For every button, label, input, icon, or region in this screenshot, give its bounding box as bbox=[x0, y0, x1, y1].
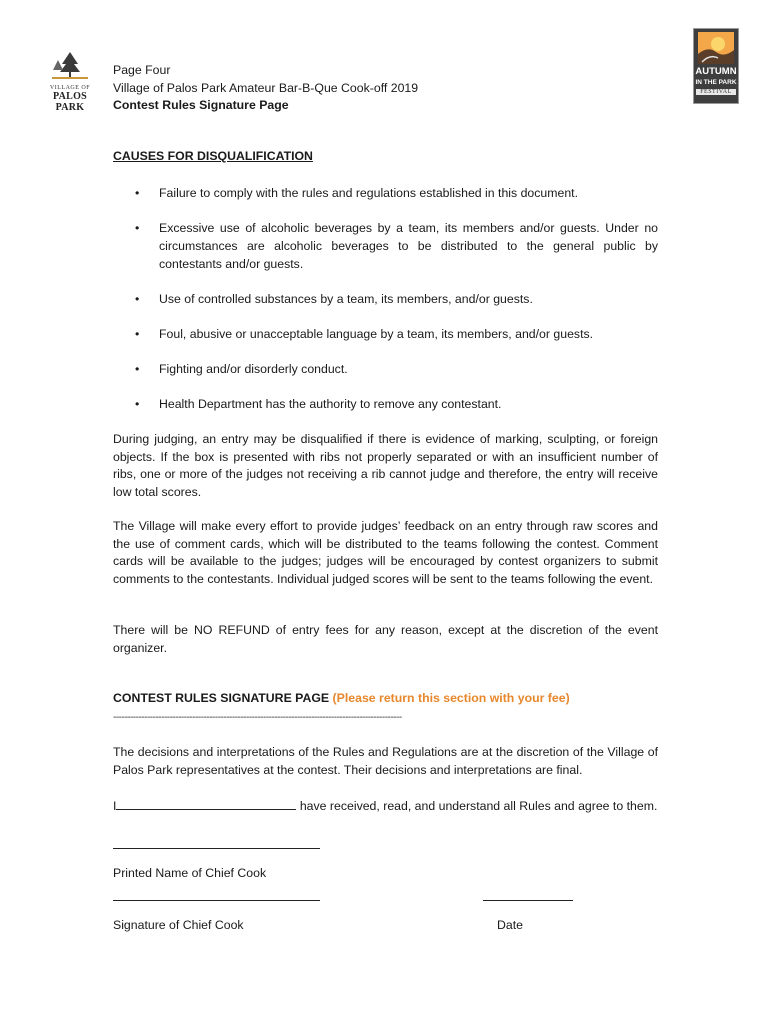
acknowledgement-line bbox=[113, 797, 673, 813]
festival-subtitle: IN THE PARK bbox=[695, 79, 737, 86]
date-field[interactable] bbox=[483, 900, 573, 901]
acknowledge-prefix: I bbox=[113, 799, 117, 813]
cut-line-separator: ------------------------------------------------------------------------------------------------------ bbox=[113, 712, 402, 723]
tree-icon bbox=[50, 50, 90, 80]
list-item: • Failure to comply with the rules and regulations established in this document. bbox=[135, 186, 579, 200]
refund-paragraph: There will be NO REFUND of entry fees for any reason, except at the discretion of the event organizer. bbox=[113, 623, 658, 655]
sunset-icon bbox=[698, 32, 734, 64]
festival-title: AUTUMN bbox=[695, 66, 737, 77]
list-item: • Excessive use of alcoholic beverages by a team, its members and/or guests. Under no circumstances are alcoholic beverages to be distributed to the general public by contestants and/or guests. bbox=[135, 221, 658, 271]
decisions-paragraph: The decisions and interpretations of the Rules and Regulations are at the discretion of the Village of Palos Park representatives at the contest. Their decisions and interpretations are final. bbox=[113, 745, 658, 777]
signature-label: Signature of Chief Cook bbox=[113, 918, 244, 932]
signature-heading-text: CONTEST RULES SIGNATURE PAGE bbox=[113, 691, 330, 705]
acknowledge-suffix: have received, read, and understand all Rules and agree to them. bbox=[296, 799, 658, 813]
disqualification-heading: CAUSES FOR DISQUALIFICATION bbox=[113, 149, 313, 163]
list-item: • Health Department has the authority to remove any contestant. bbox=[135, 397, 502, 411]
disqualification-list bbox=[113, 184, 658, 430]
event-title: Village of Palos Park Amateur Bar-B-Que Cook-off 2019 bbox=[113, 80, 419, 95]
return-note: (Please return this section with your fee) bbox=[332, 691, 570, 705]
village-logo bbox=[40, 50, 100, 113]
list-item: • Fighting and/or disorderly conduct. bbox=[135, 362, 348, 376]
name-blank-field[interactable] bbox=[116, 797, 296, 810]
logo-text-top: VILLAGE OF bbox=[49, 85, 91, 91]
printed-name-field[interactable] bbox=[113, 848, 320, 849]
date-label: Date bbox=[497, 918, 523, 932]
list-item: • Use of controlled substances by a team, its members, and/or guests. bbox=[135, 292, 533, 306]
document-header bbox=[113, 62, 418, 115]
printed-name-label: Printed Name of Chief Cook bbox=[113, 866, 267, 880]
signature-field[interactable] bbox=[113, 900, 320, 901]
logo-text-main: PALOS PARK bbox=[52, 91, 88, 113]
festival-logo bbox=[693, 28, 739, 104]
judging-paragraph: During judging, an entry may be disqualified if there is evidence of marking, sculpting, or foreign objects. If the box is presented with ribs not properly separated or with an insufficient number of ribs, one or more of the judges not receiving a rib cannot judge and therefore, the entry will receive low total scores. bbox=[113, 432, 658, 499]
page-subtitle: Contest Rules Signature Page bbox=[113, 98, 289, 112]
signature-section-heading bbox=[113, 691, 570, 705]
festival-tag: FESTIVAL bbox=[696, 89, 736, 95]
list-item: • Foul, abusive or unacceptable language by a team, its members, and/or guests. bbox=[135, 327, 594, 341]
feedback-paragraph: The Village will make every effort to provide judges’ feedback on an entry through raw scores and the use of comment cards, which will be distributed to the teams following the contest. Comment cards will be available to the judges; judges will be encouraged by contest organizers to submit comments to the contestants. Individual judged scores will be sent to the teams following the event. bbox=[113, 519, 658, 586]
page-number: Page Four bbox=[113, 63, 171, 77]
